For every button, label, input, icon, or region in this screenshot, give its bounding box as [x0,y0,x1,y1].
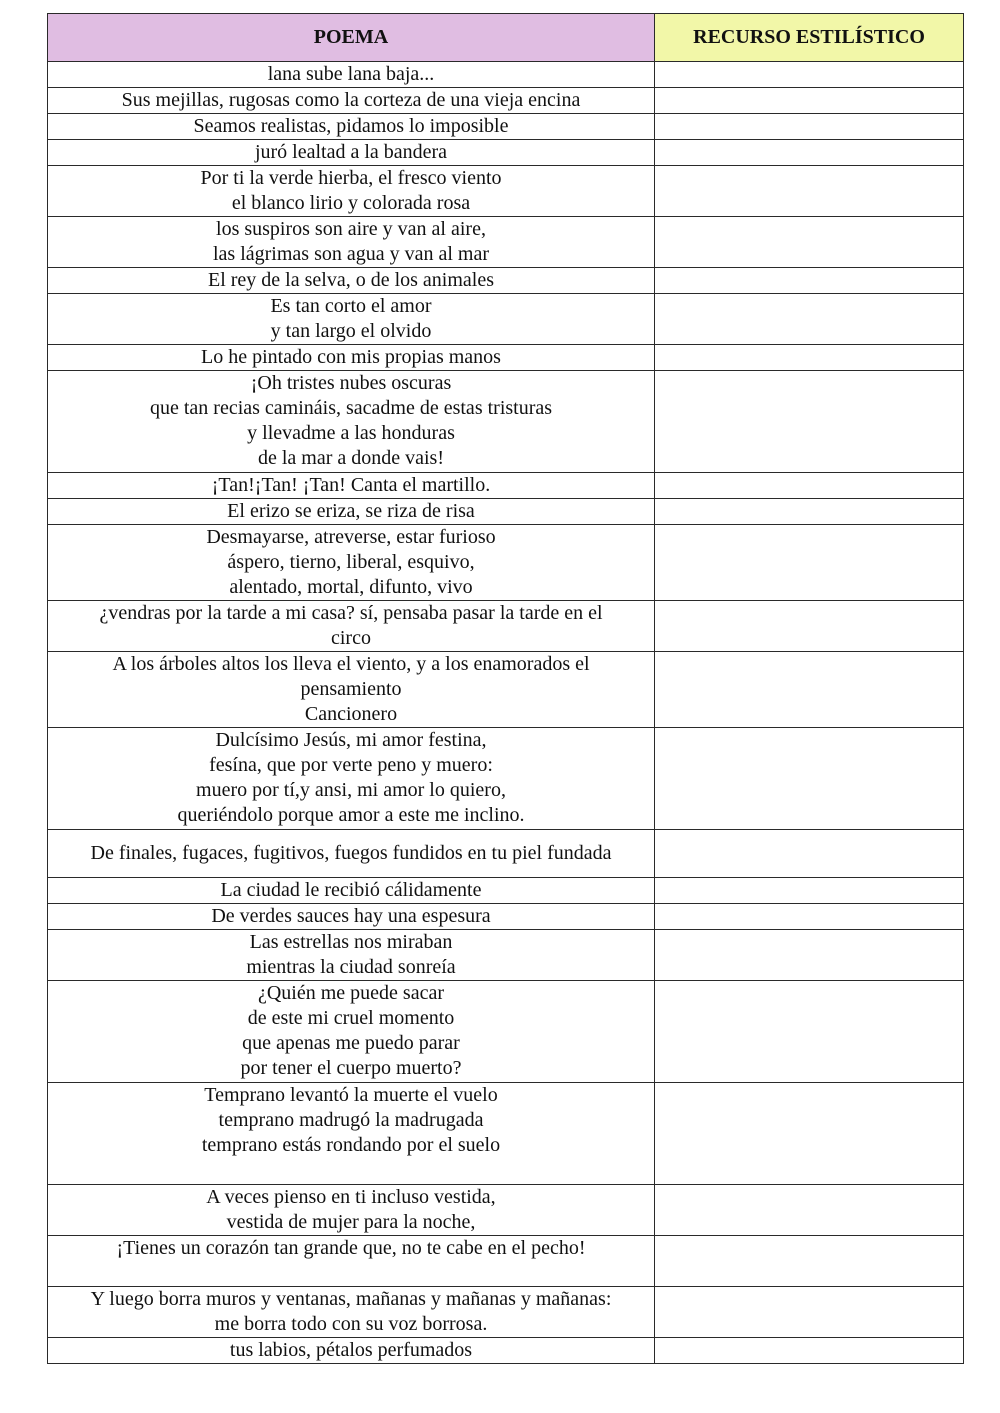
table-row [48,140,964,166]
resource-answer-cell[interactable] [655,525,964,601]
resource-answer-cell[interactable] [655,88,964,114]
poem-line: circo [331,627,371,649]
poem-cell [48,114,655,140]
resource-answer-cell[interactable] [655,371,964,473]
poem-cell [48,499,655,525]
poem-line: queriéndolo porque amor a este me inclino. [177,804,525,826]
poem-cell [48,1236,655,1287]
poem-cell [48,652,655,728]
poem-line: que tan recias camináis, sacadme de estas tristuras [149,397,553,419]
table-row [48,1236,964,1287]
poem-cell [48,728,655,830]
poem-line: pensamiento [300,678,402,700]
poem-cell [48,294,655,345]
poem-cell [48,904,655,930]
table-row [48,166,964,217]
resource-answer-cell[interactable] [655,140,964,166]
poem-line: Es tan corto el amor [270,295,432,317]
poem-line: De finales, fugaces, fugitivos, fuegos fundidos en tu piel fundada [90,842,612,864]
poem-line: Las estrellas nos miraban [249,931,453,953]
table-row [48,525,964,601]
poem-line: ¡Oh tristes nubes oscuras [250,372,452,394]
table-row [48,62,964,88]
resource-answer-cell[interactable] [655,981,964,1083]
table-row [48,830,964,878]
poem-cell [48,88,655,114]
resource-answer-cell[interactable] [655,930,964,981]
poem-cell [48,981,655,1083]
resource-answer-cell[interactable] [655,473,964,499]
poem-line: La ciudad le recibió cálidamente [220,879,482,901]
poem-line: temprano estás rondando por el suelo [201,1134,501,1156]
table-row [48,268,964,294]
poem-line: De verdes sauces hay una espesura [211,905,491,927]
poem-cell [48,217,655,268]
resource-answer-cell[interactable] [655,114,964,140]
poem-line: los suspiros son aire y van al aire, [216,218,486,240]
poem-cell [48,525,655,601]
poem-cell [48,1083,655,1185]
poem-line: ¿vendras por la tarde a mi casa? sí, pensaba pasar la tarde en el [99,602,603,624]
table-row [48,499,964,525]
poem-line: Dulcísimo Jesús, mi amor festina, [215,729,487,751]
resource-answer-cell[interactable] [655,1083,964,1185]
resource-answer-cell[interactable] [655,1287,964,1338]
poem-line: áspero, tierno, liberal, esquivo, [227,551,475,573]
resource-answer-cell[interactable] [655,217,964,268]
poem-line: las lágrimas son agua y van al mar [212,243,490,265]
poem-line: Cancionero [304,703,398,725]
poem-line: y llevadme a las honduras [247,422,455,444]
poem-cell [48,601,655,652]
poem-line: Temprano levantó la muerte el vuelo [204,1084,498,1106]
poem-line: tus labios, pétalos perfumados [229,1339,473,1361]
table-row [48,1083,964,1185]
poem-line: me borra todo con su voz borrosa. [214,1313,488,1335]
table-row [48,345,964,371]
resource-answer-cell[interactable] [655,62,964,88]
resource-column-header: RECURSO ESTILÍSTICO [655,14,964,62]
poem-cell [48,878,655,904]
resource-answer-cell[interactable] [655,166,964,217]
poem-line: A los árboles altos los lleva el viento, y a los enamorados el [112,653,590,675]
resource-answer-cell[interactable] [655,728,964,830]
resource-answer-cell[interactable] [655,1185,964,1236]
poem-line: fesína, que por verte peno y muero: [209,754,493,776]
poem-line: A veces pienso en ti incluso vestida, [206,1186,496,1208]
table-row [48,728,964,830]
poem-line: Y luego borra muros y ventanas, mañanas y mañanas y mañanas: [90,1288,612,1310]
poem-line: El rey de la selva, o de los animales [207,269,494,291]
table-row [48,473,964,499]
poem-line: de la mar a donde vais! [257,447,445,469]
table-row [48,904,964,930]
resource-answer-cell[interactable] [655,830,964,878]
poem-line: temprano madrugó la madrugada [218,1109,484,1131]
table-row [48,88,964,114]
table-header-row [48,14,964,62]
table-row [48,371,964,473]
poem-cell [48,930,655,981]
table-row [48,652,964,728]
resource-answer-cell[interactable] [655,652,964,728]
table-row [48,1338,964,1364]
poem-line: que apenas me puedo parar [242,1032,460,1054]
table-row [48,1185,964,1236]
resource-answer-cell[interactable] [655,1338,964,1364]
poem-line: Por ti la verde hierba, el fresco viento [200,167,502,189]
poem-cell [48,473,655,499]
resource-answer-cell[interactable] [655,1236,964,1287]
poem-line: ¡Tan!¡Tan! ¡Tan! Canta el martillo. [211,474,491,496]
table-row [48,981,964,1083]
resource-answer-cell[interactable] [655,601,964,652]
poem-cell [48,345,655,371]
poem-line: muero por tí,y ansi, mi amor lo quiero, [196,779,506,801]
table-row [48,294,964,345]
poem-line: el blanco lirio y colorada rosa [231,192,471,214]
poem-line: y tan largo el olvido [270,320,432,342]
poem-line: El erizo se eriza, se riza de risa [227,500,475,522]
poem-line: ¡Tienes un corazón tan grande que, no te cabe en el pecho! [116,1237,586,1259]
resource-answer-cell[interactable] [655,294,964,345]
resource-answer-cell[interactable] [655,904,964,930]
poem-line: juró lealtad a la bandera [254,141,448,163]
resource-answer-cell[interactable] [655,878,964,904]
poem-line: Seamos realistas, pidamos lo imposible [193,115,509,137]
poem-line: mientras la ciudad sonreía [246,956,456,978]
poem-cell [48,1338,655,1364]
poem-cell [48,268,655,294]
poem-cell [48,140,655,166]
poem-cell [48,1287,655,1338]
worksheet [47,13,963,1364]
poem-cell [48,62,655,88]
poem-cell [48,371,655,473]
resource-answer-cell[interactable] [655,345,964,371]
poem-line: de este mi cruel momento [247,1007,455,1029]
table-row [48,217,964,268]
resource-answer-cell[interactable] [655,268,964,294]
poem-line: vestida de mujer para la noche, [226,1211,476,1233]
poem-line: Sus mejillas, rugosas como la corteza de una vieja encina [121,89,581,111]
table-row [48,930,964,981]
table-row [48,878,964,904]
poem-column-header: POEMA [48,14,655,62]
poem-cell [48,830,655,878]
resource-answer-cell[interactable] [655,499,964,525]
table-row [48,601,964,652]
poem-line: Lo he pintado con mis propias manos [201,346,501,368]
poem-line: alentado, mortal, difunto, vivo [229,576,473,598]
table-row [48,1287,964,1338]
poem-line: ¿Quién me puede sacar [257,982,444,1004]
table-body [48,62,964,1364]
poem-cell [48,166,655,217]
poem-cell [48,1185,655,1236]
poem-line: por tener el cuerpo muerto? [240,1057,462,1079]
table-row [48,114,964,140]
poem-resource-table [47,13,964,1364]
poem-line: Desmayarse, atreverse, estar furioso [206,526,496,548]
poem-line: lana sube lana baja... [267,63,435,85]
